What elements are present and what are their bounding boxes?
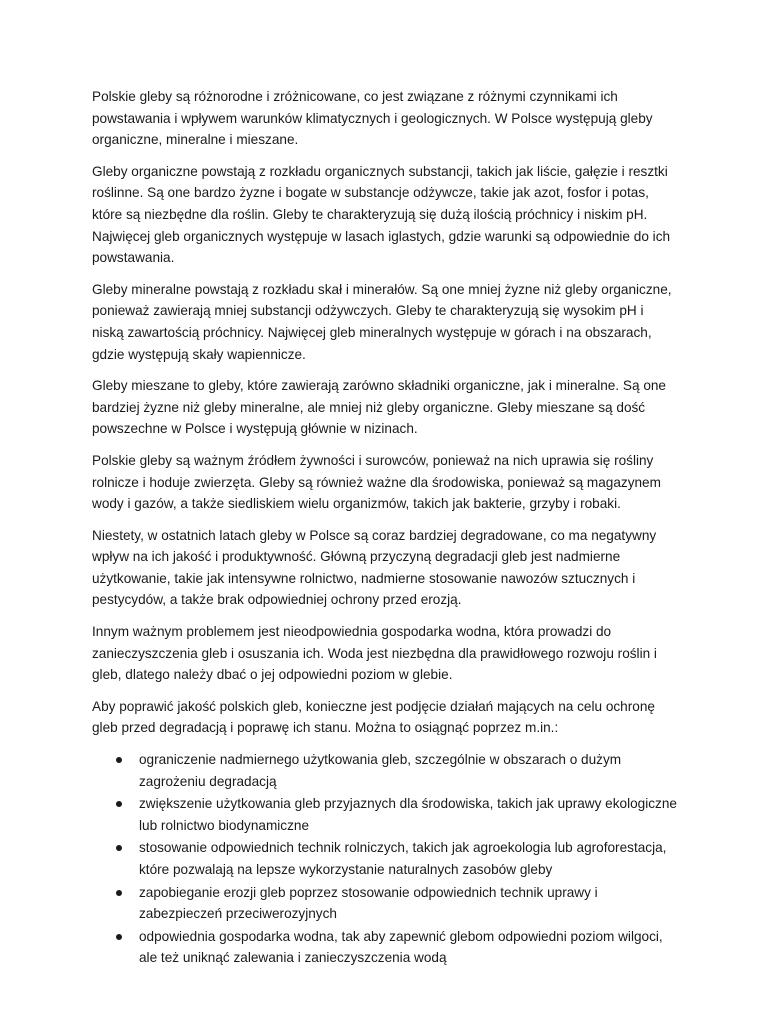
paragraph-organic-soils: Gleby organiczne powstają z rozkładu organicznych substancji, takich jak liście, gałęzie i resztki roślinne. Są one bardzo żyzne i bogate w substancje odżywcze, takie jak azot, fosfor i potas, które są niezbędne dla roślin. Gleby te charakteryzują się dużą ilością próchnicy i niskim pH. Najwięcej gleb organicznych występuje w lasach iglastych, gdzie warunki są odpowiednie do ich powstawania. <box>92 163 671 266</box>
paragraph-improvement: Aby poprawić jakość polskich gleb, konieczne jest podjęcie działań mających na celu ochronę gleb przed degradacją i poprawę ich stanu. Można to osiągnąć poprzez m.in.: <box>92 698 655 736</box>
list-item <box>92 837 677 880</box>
paragraph-mixed-soils: Gleby mieszane to gleby, które zawierają zarówno składniki organiczne, jak i mineralne. Są one bardziej żyzne niż gleby mineralne, ale mniej niż gleby organiczne. Gleby mieszane są dość powszechne w Polsce i występują głównie w nizinach. <box>92 378 666 437</box>
bullet-icon <box>116 934 122 940</box>
list-item <box>92 926 677 969</box>
paragraph-intro: Polskie gleby są różnorodne i zróżnicowane, co jest związane z różnymi czynnikami ich powstawania i wpływem warunków klimatycznych i geologicznych. W Polsce występują gleby organiczne, mineralne i mieszane. <box>92 89 653 148</box>
list-item <box>92 793 677 836</box>
list-item <box>92 749 677 792</box>
bullet-list <box>92 749 677 969</box>
bullet-icon <box>116 845 122 851</box>
list-item <box>92 882 677 925</box>
list-item-text: zapobieganie erozji gleb poprzez stosowanie odpowiednich technik uprawy i zabezpieczeń przeciwerozyjnych <box>139 884 598 922</box>
list-item-text: ograniczenie nadmiernego użytkowania gleb, szczególnie w obszarach o dużym zagrożeniu degradacją <box>139 752 622 789</box>
document-page <box>92 86 677 970</box>
bullet-icon <box>116 757 122 763</box>
bullet-icon <box>116 801 122 807</box>
paragraph-degradation: Niestety, w ostatnich latach gleby w Polsce są coraz bardziej degradowane, co ma negatywny wpływ na ich jakość i produktywność. Główną przyczyną degradacji gleb jest nadmierne użytkowanie, takie jak intensywne rolnictwo, nadmierne stosowanie nawozów sztucznych i pestycydów, a także brak odpowiedniej ochrony przed erozją. <box>92 527 657 608</box>
list-item-text: odpowiednia gospodarka wodna, tak aby zapewnić glebom odpowiedni poziom wilgoci, ale też uniknąć zalewania i zanieczyszczenia wodą <box>139 928 663 966</box>
paragraph-mineral-soils: Gleby mineralne powstają z rozkładu skał i minerałów. Są one mniej żyzne niż gleby organiczne, ponieważ zawierają mniej substancji odżywczych. Gleby te charakteryzują się wysokim pH i niską zawartością próchnicy. Najwięcej gleb mineralnych występuje w górach i na obszarach, gdzie występują skały wapiennicze. <box>92 281 672 362</box>
bullet-icon <box>116 890 122 896</box>
list-item-text: stosowanie odpowiednich technik rolniczych, takich jak agroekologia lub agroforestacja, które pozwalają na lepsze wykorzystanie naturalnych zasobów gleby <box>139 840 667 877</box>
paragraph-water-management: Innym ważnym problemem jest nieodpowiednia gospodarka wodna, która prowadzi do zanieczyszczenia gleb i osuszania ich. Woda jest niezbędna dla prawidłowego rozwoju roślin i gleb, dlatego należy dbać o jej odpowiedni poziom w glebie. <box>92 624 657 683</box>
list-item-text: zwiększenie użytkowania gleb przyjaznych dla środowiska, takich jak uprawy ekologiczne lub rolnictwo biodynamiczne <box>139 796 677 833</box>
paragraph-importance: Polskie gleby są ważnym źródłem żywności i surowców, ponieważ na nich uprawia się rośliny rolnicze i hoduje zwierzęta. Gleby są również ważne dla środowiska, ponieważ są magazynem wody i gazów, a także siedliskiem wielu organizmów, takich jak bakterie, grzyby i robaki. <box>92 452 661 512</box>
